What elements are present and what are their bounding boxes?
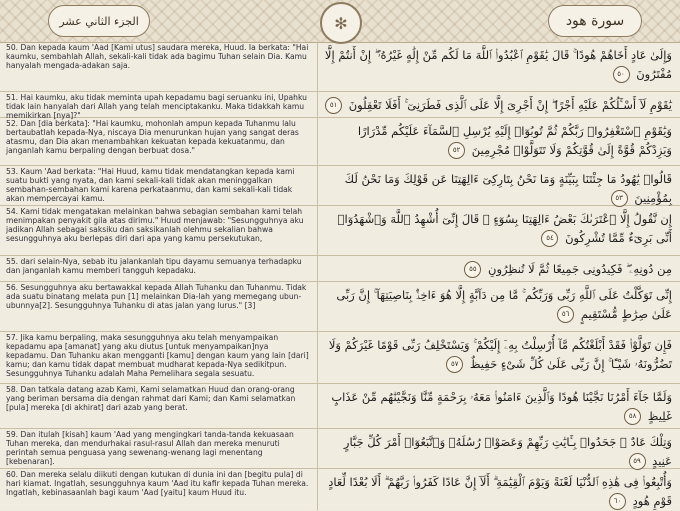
translation-text: 58. Dan tatkala datang azab Kami, Kami selamatkan Huud dan orang-orang yang beriman bersama dia dengan rahmat dari Kami; dan Kami selamatkan [pula] mereka [di akhirat] dari azab yang berat.	[0, 384, 318, 428]
arabic-verse	[318, 282, 680, 331]
arabic-text: قَالُوا۟ يَٰهُودُ مَا جِئْتَنَا بِبَيِّنَةٍ وَمَا نَحْنُ بِتَارِكِىٓ ءَالِهَتِنَا عَن قَوْلِكَ وَمَا نَحْنُ لَكَ بِمُؤْمِنِينَ	[344, 172, 672, 205]
arabic-text: وَتِلْكَ عَادٌ ۖ جَحَدُوا۟ بِـَٔايَٰتِ رَبِّهِمْ وَعَصَوْا۟ رُسُلَهُۥ وَٱتَّبَعُوٓا۟ أَمْرَ كُلِّ جَبَّارٍ عَنِيدٍ	[343, 435, 672, 468]
translation-text: 53. Kaum 'Aad berkata: "Hai Huud, kamu tidak mendatangkan kepada kami suatu bukti yang nyata, dan kami sekali-kali tidak akan meninggalkan sembahan-sembahan kami karena perkataanmu, dan kami sekali-kali tidak akan mempercayai kamu.	[0, 166, 318, 205]
arabic-text: يَٰقَوْمِ لَآ أَسْـَٔلُكُمْ عَلَيْهِ أَجْرًا ۖ إِنْ أَجْرِىَ إِلَّا عَلَى ٱلَّذِى فَطَرَنِىٓ ۚ أَفَلَا تَعْقِلُونَ	[348, 98, 672, 112]
arabic-text: وَلَمَّا جَآءَ أَمْرُنَا نَجَّيْنَا هُودًا وَٱلَّذِينَ ءَامَنُوا۟ مَعَهُۥ بِرَحْمَةٍ مِّنَّا وَنَجَّيْنَٰهُم مِّنْ عَذَابٍ غَلِيظٍ	[331, 390, 672, 423]
verse-row	[0, 282, 680, 332]
ayah-number-icon: ٥٠	[613, 66, 630, 83]
ayah-number-icon: ٥٨	[624, 408, 641, 425]
arabic-text: إِنِّى تَوَكَّلْتُ عَلَى ٱللَّهِ رَبِّى وَرَبِّكُم ۚ مَّا مِن دَآبَّةٍ إِلَّا هُوَ ءَاخِذٌۢ بِنَاصِيَتِهَآ ۚ إِنَّ رَبِّى عَلَىٰ صِرَٰطٍ مُّسْتَقِيمٍ	[336, 288, 672, 321]
arabic-verse	[318, 256, 680, 281]
translation-text: 59. Dan itulah [kisah] kaum 'Aad yang mengingkari tanda-tanda kekuasaan Tuhan mereka, dan mendurhakai rasul-rasul Allah dan mereka menuruti perintah semua penguasa yang sewenang-wenang lagi menentang [kebenaran].	[0, 429, 318, 468]
ayah-number-icon: ٥٣	[611, 190, 628, 207]
arabic-text: وَأُتْبِعُوا۟ فِى هَٰذِهِ ٱلدُّنْيَا لَعْنَةً وَيَوْمَ ٱلْقِيَٰمَةِ ۗ أَلَآ إِنَّ عَادًا كَفَرُوا۟ رَبَّهُمْ ۗ أَلَا بُعْدًا لِّعَادٍ قَوْمِ هُودٍ	[328, 475, 672, 508]
ayah-number-icon: ٥٦	[557, 306, 574, 323]
verse-row	[0, 118, 680, 166]
verse-row	[0, 332, 680, 384]
translation-text: 52. Dan [dia berkata]: "Hai kaumku, mohonlah ampun kepada Tuhanmu lalu bertaubatlah kepada-Nya, niscaya Dia menurunkan hujan yang sangat deras atasmu, dan Dia akan menambahkan kekuatan kepada kekuatanmu, dan janganlah kamu berpaling dengan berbuat dosa."	[0, 118, 318, 165]
ayah-number-icon: ٥٥	[464, 261, 481, 278]
ornamental-header	[0, 0, 680, 43]
arabic-verse	[318, 206, 680, 255]
arabic-verse	[318, 118, 680, 165]
verse-row	[0, 469, 680, 510]
arabic-verse	[318, 42, 680, 91]
arabic-text: فَإِن تَوَلَّوْا۟ فَقَدْ أَبْلَغْتُكُم مَّآ أُرْسِلْتُ بِهِۦٓ إِلَيْكُمْ ۚ وَيَسْتَخْلِفُ رَبِّى قَوْمًا غَيْرَكُمْ وَلَا تَضُرُّونَهُۥ شَيْـًٔا ۚ إِنَّ رَبِّى عَلَىٰ كُلِّ شَىْءٍ حَفِيظٌ	[328, 338, 672, 371]
verse-row	[0, 206, 680, 256]
ornament-medallion-icon: ✻	[320, 2, 362, 44]
arabic-verse	[318, 332, 680, 383]
translation-text: 50. Dan kepada kaum 'Aad [Kami utus] saudara mereka, Huud. Ia berkata: "Hai kaumku, sembahlah Allah, sekali-kali tidak ada bagimu Tuhan selain Dia. Kamu hanyalah mengada-adakan saja.	[0, 42, 318, 91]
verse-row	[0, 429, 680, 469]
arabic-verse	[318, 92, 680, 117]
ayah-number-icon: ٥٤	[541, 230, 558, 247]
arabic-verse	[318, 429, 680, 468]
verse-row	[0, 384, 680, 429]
verse-row	[0, 42, 680, 92]
verse-row	[0, 92, 680, 118]
translation-text: 60. Dan mereka selalu diikuti dengan kutukan di dunia ini dan [begitu pula] di hari kiamat. Ingatlah, sesungguhnya kaum 'Aad itu kafir kepada Tuhan mereka. Ingatlah, kebinasaanlah bagi kaum 'Aad [yaitu] kaum Huud itu.	[0, 469, 318, 510]
ayah-number-icon: ٥٧	[446, 356, 463, 373]
arabic-text: إِن نَّقُولُ إِلَّا ٱعْتَرَىٰكَ بَعْضُ ءَالِهَتِنَا بِسُوٓءٍ ۗ قَالَ إِنِّىٓ أُشْهِدُ ٱللَّهَ وَٱشْهَدُوٓا۟ أَنِّى بَرِىٓءٌ مِّمَّا تُشْرِكُونَ	[337, 212, 672, 245]
arabic-text: وَإِلَىٰ عَادٍ أَخَاهُمْ هُودًا ۚ قَالَ يَٰقَوْمِ ٱعْبُدُوا۟ ٱللَّهَ مَا لَكُم مِّنْ إِلَٰهٍ غَيْرُهُۥٓ ۖ إِنْ أَنتُمْ إِلَّا مُفْتَرُونَ	[324, 48, 672, 81]
ayah-number-icon: ٥١	[325, 97, 342, 114]
verse-row	[0, 256, 680, 282]
arabic-text: مِن دُونِهِۦ ۖ فَكِيدُونِى جَمِيعًا ثُمَّ لَا تُنظِرُونِ	[488, 262, 672, 276]
translation-text: 55. dari selain-Nya, sebab itu jalankanlah tipu dayamu semuanya terhadapku dan janganlah kamu memberi tangguh kepadaku.	[0, 256, 318, 281]
ayah-number-icon: ٥٩	[629, 453, 646, 470]
arabic-verse	[318, 166, 680, 205]
translation-text: 57. Jika kamu berpaling, maka sesungguhnya aku telah menyampaikan kepadamu apa [amanat] yang aku diutus [untuk menyampaikan]nya kepadamu. Dan Tuhanku akan mengganti [kamu] dengan kaum yang lain [dari] kamu; dan kamu tidak dapat membuat mudharat kepada-Nya sedikitpun. Sesungguhnya Tuhanku adalah Maha Pemelihara segala sesuatu.	[0, 332, 318, 383]
arabic-text: وَيَٰقَوْمِ ٱسْتَغْفِرُوا۟ رَبَّكُمْ ثُمَّ تُوبُوٓا۟ إِلَيْهِ يُرْسِلِ ٱلسَّمَآءَ عَلَيْكُم مِّدْرَارًا وَيَزِدْكُمْ قُوَّةً إِلَىٰ قُوَّتِكُمْ وَلَا تَتَوَلَّوْا۟ مُجْرِمِينَ	[357, 124, 672, 157]
verse-table	[0, 42, 680, 510]
ayah-number-icon: ٦٠	[609, 493, 626, 510]
arabic-verse	[318, 384, 680, 428]
translation-text: 54. Kami tidak mengatakan melainkan bahwa sebagian sembahan kami telah menimpakan penyakit gila atas dirimu." Huud menjawab: "Sesungguhnya aku jadikan Allah sebagai saksiku dan saksikanlah olehmu sekalian bahwa sesungguhnya aku berlepas diri dari apa yang kamu persekutukan,	[0, 206, 318, 255]
surah-label: سورة هود	[548, 5, 642, 37]
arabic-verse	[318, 469, 680, 510]
translation-text: 51. Hai kaumku, aku tidak meminta upah kepadamu bagi seruanku ini, Upahku tidak lain hanyalah dari Allah yang telah menciptakanku. Maka tidakkah kamu memikirkan [nya]?"	[0, 92, 318, 117]
translation-text: 56. Sesungguhnya aku bertawakkal kepada Allah Tuhanku dan Tuhanmu. Tidak ada suatu binatang melata pun [1] melainkan Dia-lah yang memegang ubun-ubunnya[2]. Sesungguhnya Tuhanku di atas jalan yang lurus." [3]	[0, 282, 318, 331]
ayah-number-icon: ٥٢	[448, 142, 465, 159]
verse-row	[0, 166, 680, 206]
juz-label: الجزء الثاني عشر	[48, 5, 150, 37]
